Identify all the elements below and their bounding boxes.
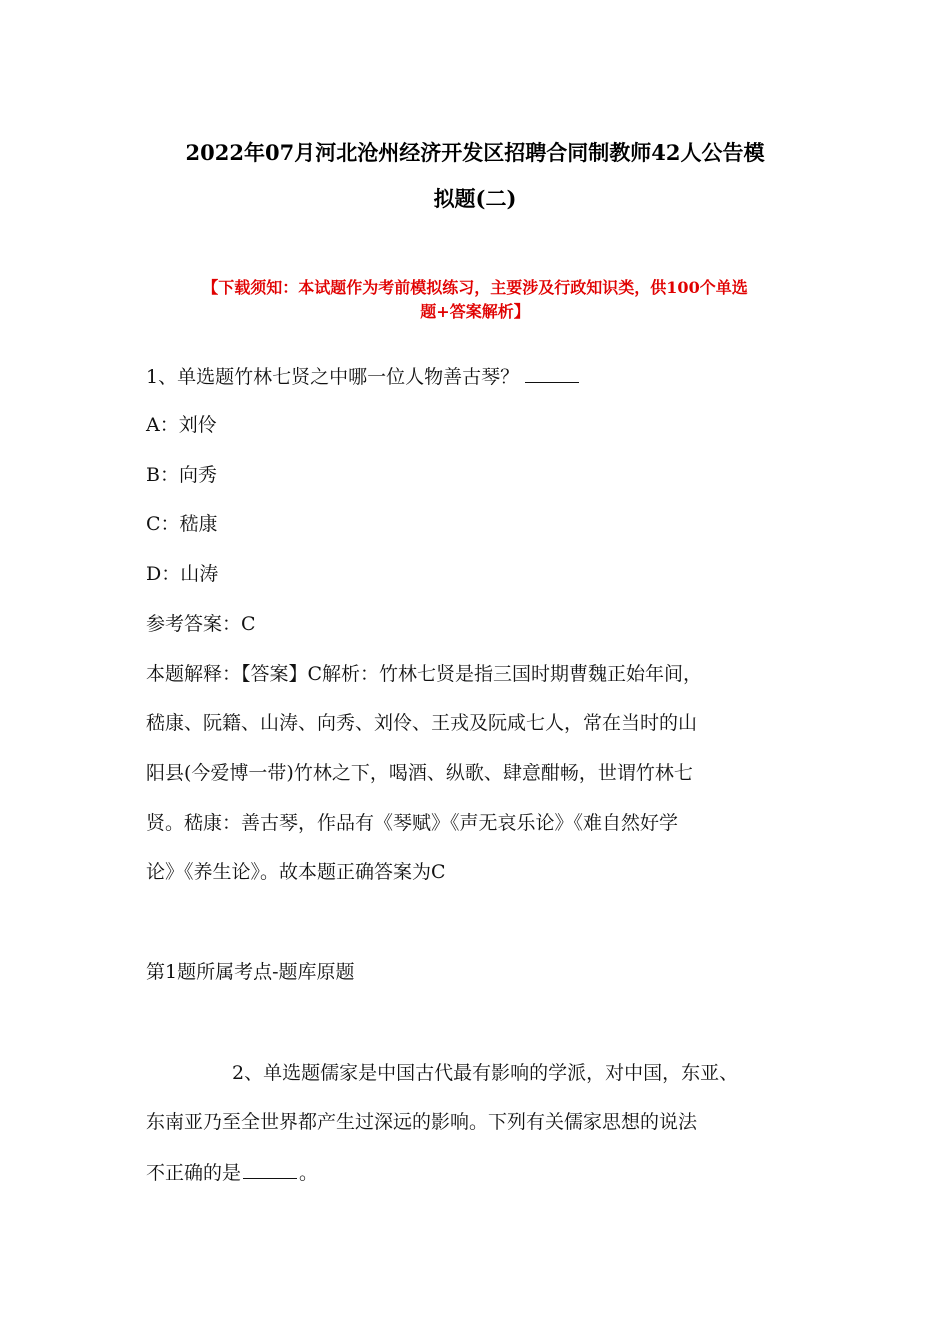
question-2-stem-line-1: 2、单选题儒家是中国古代最有影响的学派，对中国，东亚、	[232, 1062, 739, 1084]
question-1-explanation-line-5: 论》《养生论》。故本题正确答案为C	[146, 861, 446, 883]
question-2-stem-end: 。	[299, 1162, 319, 1184]
question-1-option-a: A：刘伶	[146, 414, 217, 436]
question-1-source: 第1题所属考点-题库原题	[146, 961, 355, 983]
download-notice-line-2: 题+答案解析】	[420, 302, 530, 321]
question-1-explanation-line-3: 阳县(今爱博一带)竹林之下，喝酒、纵歌、肆意酣畅，世谓竹林七	[146, 762, 693, 784]
document-title-line-2: 拟题(二)	[433, 186, 517, 211]
question-1-option-b: B：向秀	[146, 464, 217, 486]
question-1-explanation-line-2: 嵇康、阮籍、山涛、向秀、刘伶、王戎及阮咸七人，常在当时的山	[146, 712, 698, 734]
question-2-stem-line-2: 东南亚乃至全世界都产生过深远的影响。下列有关儒家思想的说法	[146, 1111, 698, 1133]
question-1-option-c: C：嵇康	[146, 513, 218, 535]
answer-blank	[525, 362, 579, 383]
question-1-stem-text: 1、单选题竹林七贤之中哪一位人物善古琴？	[146, 366, 520, 388]
question-1-option-d: D：山涛	[146, 563, 219, 585]
download-notice-line-1: 【下载须知：本试题作为考前模拟练习，主要涉及行政知识类，供100个单选	[202, 278, 748, 297]
question-1-explanation-line-1: 本题解释：【答案】C解析：竹林七贤是指三国时期曹魏正始年间，	[146, 663, 703, 685]
answer-blank	[243, 1158, 297, 1179]
question-2-stem-line-3	[146, 1158, 318, 1187]
question-2-stem-line-3-text: 不正确的是	[146, 1162, 242, 1184]
question-1-answer: 参考答案：C	[146, 613, 256, 635]
question-1-explanation-line-4: 贤。嵇康：善古琴，作品有《琴赋》《声无哀乐论》《难自然好学	[146, 812, 679, 834]
question-1-stem	[146, 362, 579, 391]
document-title-line-1: 2022年07月河北沧州经济开发区招聘合同制教师42人公告模	[185, 140, 765, 165]
